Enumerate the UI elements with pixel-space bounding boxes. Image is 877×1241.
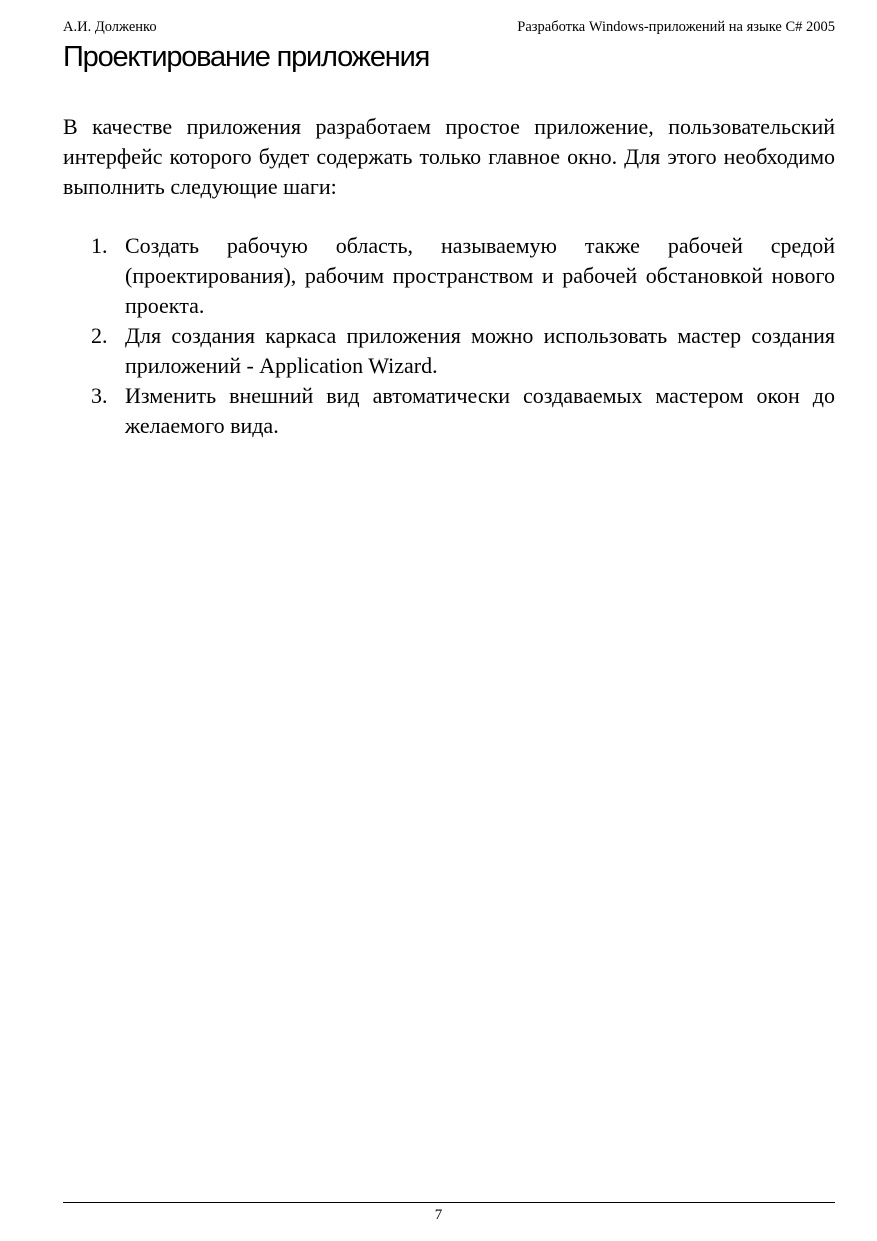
list-item bbox=[63, 381, 835, 441]
list-item bbox=[63, 231, 835, 321]
intro-paragraph: В качестве приложения разработаем простое приложение, пользовательский интерфейс которого будет содержать только главное окно. Для этого необходимо выполнить следующие шаги: bbox=[63, 114, 835, 199]
running-header bbox=[63, 17, 835, 37]
list-item-number: 3. bbox=[91, 383, 108, 408]
list-item-text: Создать рабочую область, называемую также рабочей средой (проектирования), рабочим пространством и рабочей обстановкой нового проекта. bbox=[125, 233, 835, 318]
list-item-text: Для создания каркаса приложения можно использовать мастер создания приложений - Application Wizard. bbox=[125, 323, 835, 378]
header-author: А.И. Долженко bbox=[63, 19, 157, 35]
list-item-text: Изменить внешний вид автоматически создаваемых мастером окон до желаемого вида. bbox=[125, 383, 835, 438]
page-number: 7 bbox=[434, 1207, 443, 1223]
list-item-number: 1. bbox=[91, 233, 108, 258]
list-item bbox=[63, 321, 835, 381]
section-title: Проектирование приложения bbox=[63, 41, 430, 73]
steps-list bbox=[63, 231, 835, 441]
header-book-title: Разработка Windows-приложений на языке C# 2005 bbox=[517, 19, 835, 35]
list-item-number: 2. bbox=[91, 323, 108, 348]
footer-divider bbox=[63, 1202, 835, 1203]
